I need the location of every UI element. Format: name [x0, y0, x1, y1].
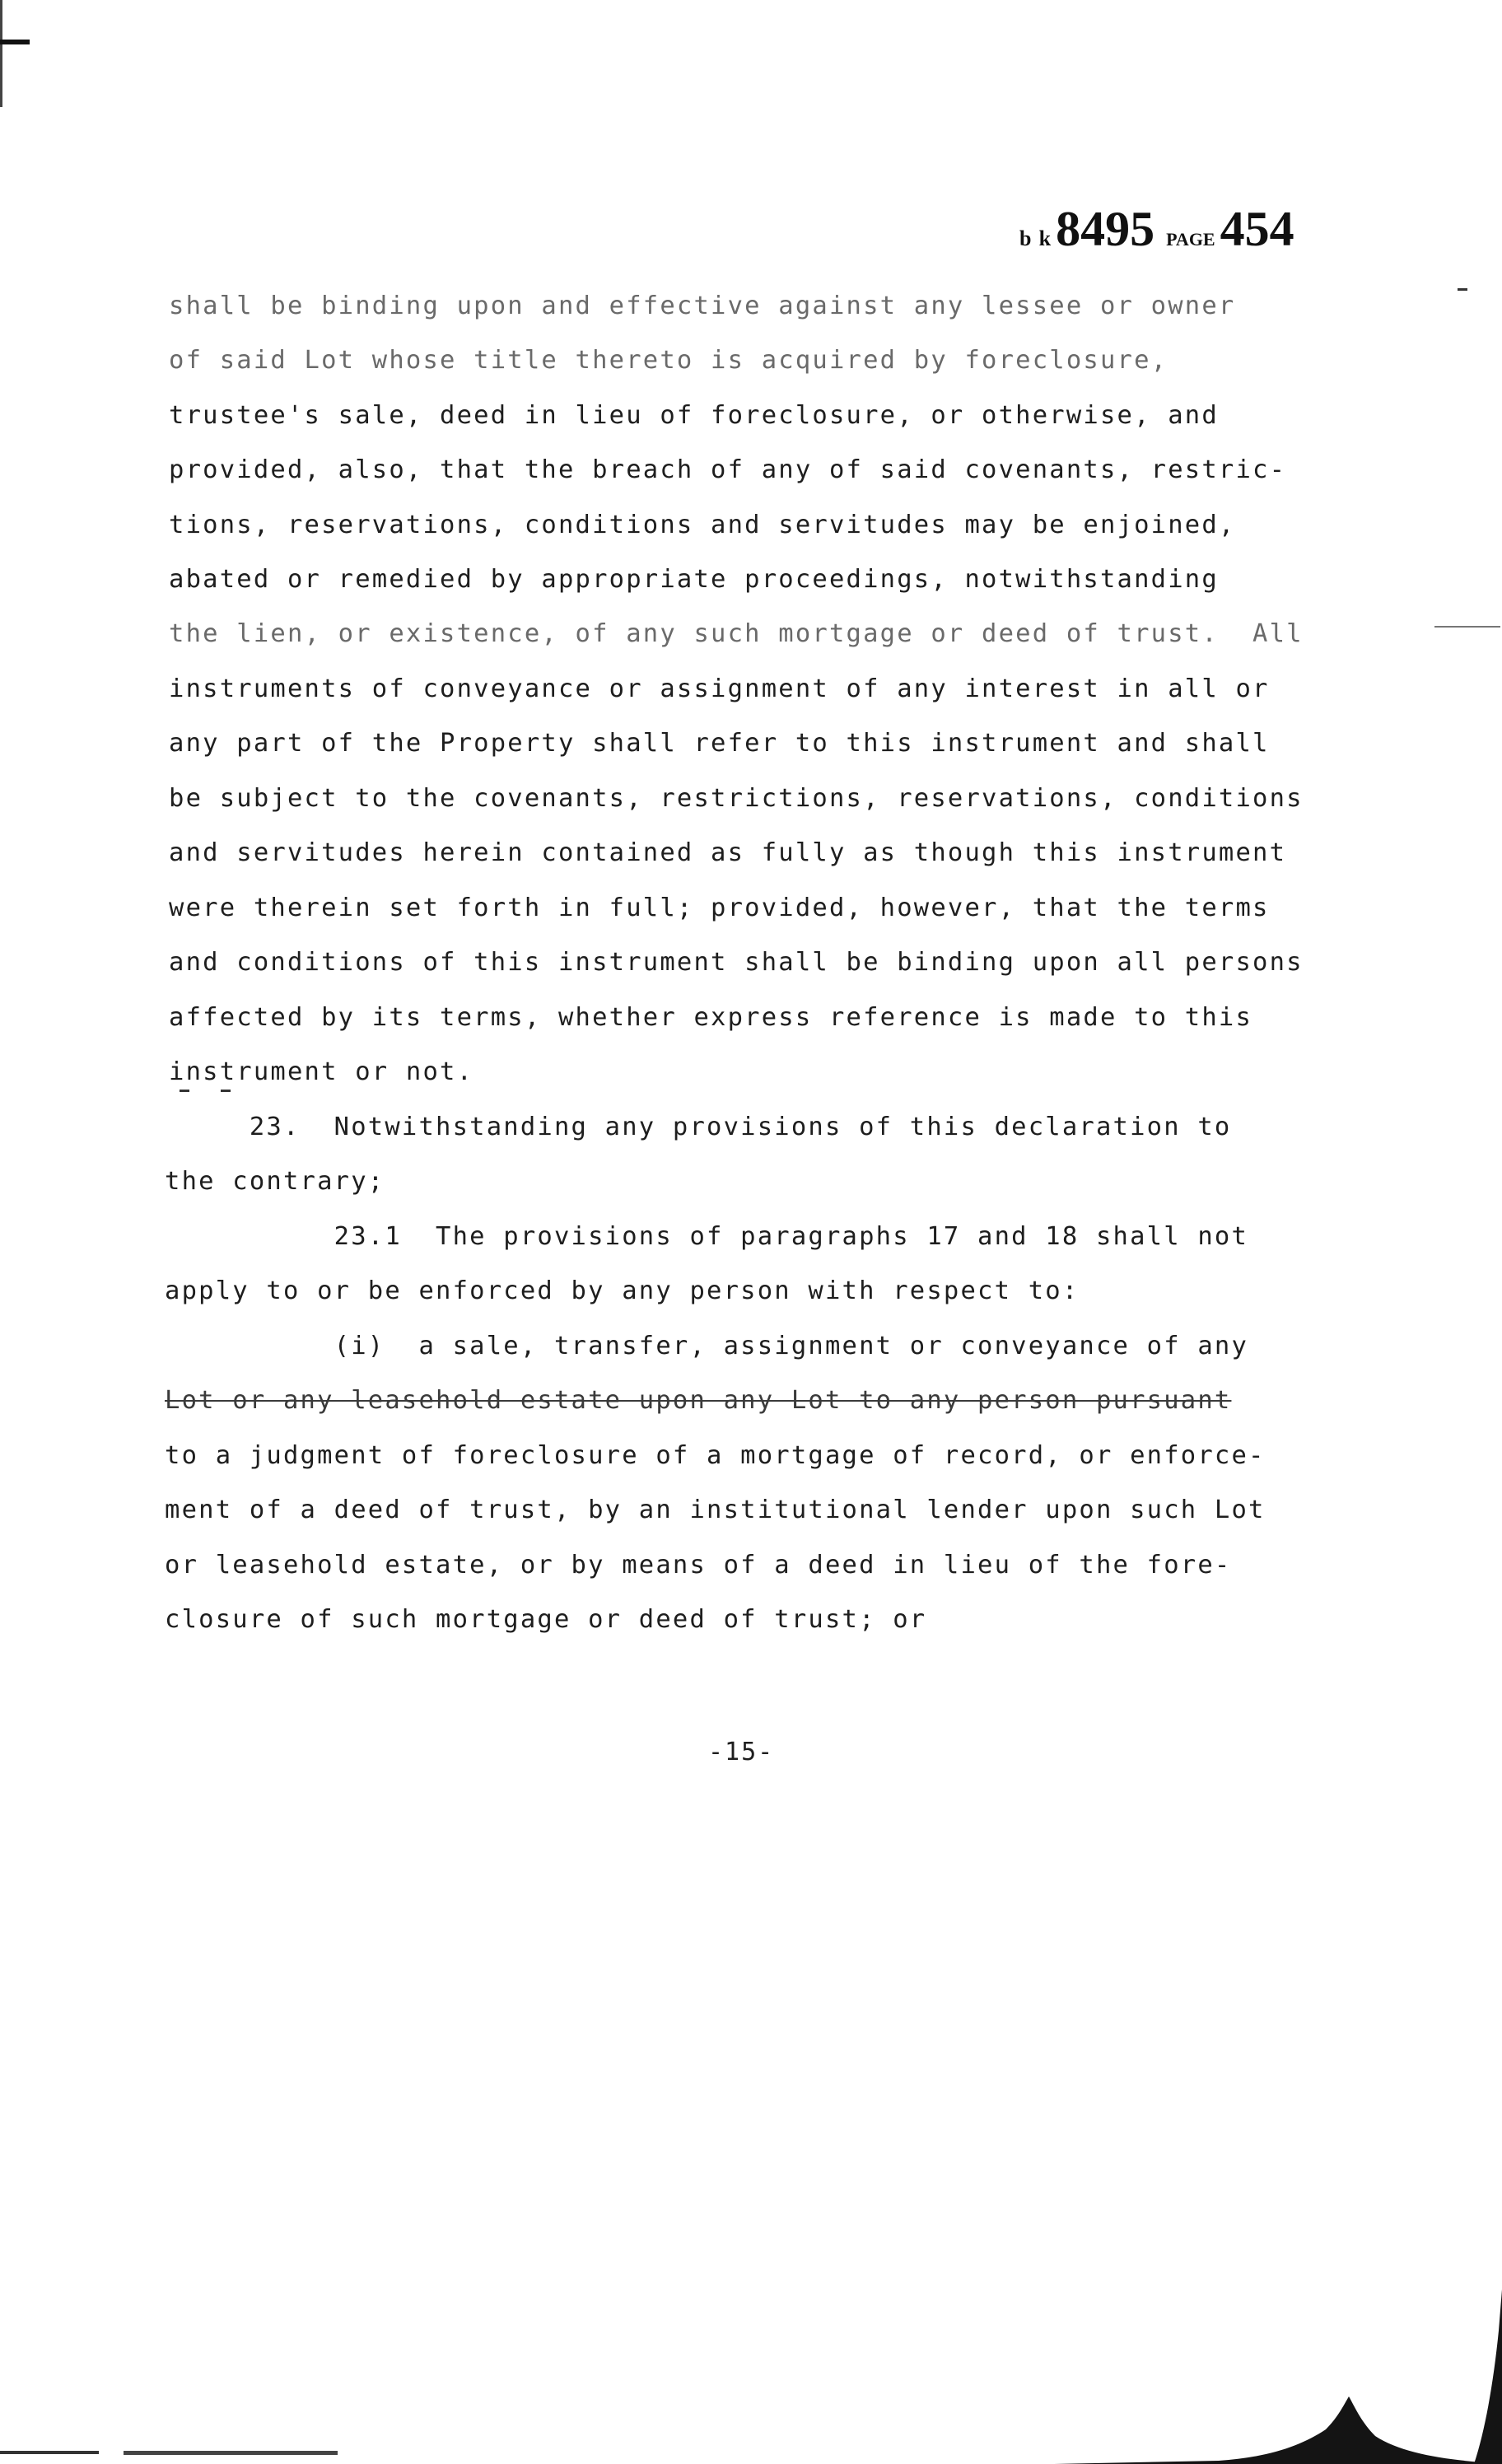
- body-line-2: of said Lot whose title thereto is acquired by foreclosure,: [169, 346, 1168, 375]
- body-line-7: the lien, or existence, of any such mortgage or deed of trust. All: [169, 619, 1304, 648]
- body-line-13: and conditions of this instrument shall be binding upon all persons: [169, 948, 1304, 977]
- body-line-15: instrument or not.: [169, 1057, 474, 1086]
- book-page-reference: [1019, 201, 1294, 258]
- stray-mark: [221, 1090, 231, 1092]
- body-line-8: instruments of conveyance or assignment of any interest in all or: [169, 674, 1270, 703]
- body-line-11: and servitudes herein contained as fully as though this instrument: [169, 838, 1287, 867]
- book-prefix: b k: [1019, 226, 1053, 250]
- body-line-17: the contrary;: [165, 1167, 385, 1196]
- page-label: PAGE: [1166, 229, 1215, 250]
- body-line-20: (i) a sale, transfer, assignment or conveyance of any: [165, 1332, 1249, 1360]
- body-line-18: 23.1 The provisions of paragraphs 17 and 18 shall not: [165, 1222, 1249, 1251]
- page-number: 454: [1220, 202, 1294, 256]
- stray-mark: [180, 1090, 189, 1092]
- body-line-19: apply to or be enforced by any person with respect to:: [165, 1276, 1080, 1305]
- body-line-14: affected by its terms, whether express reference is made to this: [169, 1003, 1253, 1032]
- body-line-1: shall be binding upon and effective against any lessee or owner: [169, 292, 1236, 320]
- margin-tick: [1458, 288, 1467, 291]
- body-line-12: were therein set forth in full; provided, however, that the terms: [169, 894, 1270, 922]
- margin-dotted-mark: [1434, 626, 1500, 628]
- body-line-24: or leasehold estate, or by means of a deed in lieu of the fore-: [165, 1551, 1232, 1580]
- body-line-23: ment of a deed of trust, by an institutional lender upon such Lot: [165, 1496, 1266, 1524]
- scan-bottom-artifact: [1054, 2372, 1482, 2464]
- body-line-21: Lot or any leasehold estate upon any Lot to any person pursuant: [165, 1386, 1232, 1415]
- body-line-6: abated or remedied by appropriate proceedings, notwithstanding: [169, 565, 1219, 594]
- body-line-4: provided, also, that the breach of any of said covenants, restric-: [169, 455, 1287, 484]
- scan-corner-mark: [0, 40, 30, 44]
- body-line-5: tions, reservations, conditions and servitudes may be enjoined,: [169, 511, 1236, 539]
- body-line-10: be subject to the covenants, restrictions, reservations, conditions: [169, 784, 1304, 813]
- body-line-16: 23. Notwithstanding any provisions of this declaration to: [165, 1113, 1232, 1141]
- scan-edge-mark: [0, 0, 2, 107]
- scan-bottom-edge-text: [0, 2439, 527, 2464]
- body-line-25: closure of such mortgage or deed of trust; or: [165, 1605, 927, 1634]
- scan-right-edge: [1474, 2289, 1502, 2464]
- body-line-3: trustee's sale, deed in lieu of foreclosure, or otherwise, and: [169, 401, 1219, 430]
- book-number: 8495: [1056, 202, 1155, 256]
- body-line-22: to a judgment of foreclosure of a mortgage of record, or enforce-: [165, 1441, 1266, 1470]
- body-line-9: any part of the Property shall refer to this instrument and shall: [169, 729, 1270, 758]
- page-footer-number: -15-: [708, 1738, 775, 1766]
